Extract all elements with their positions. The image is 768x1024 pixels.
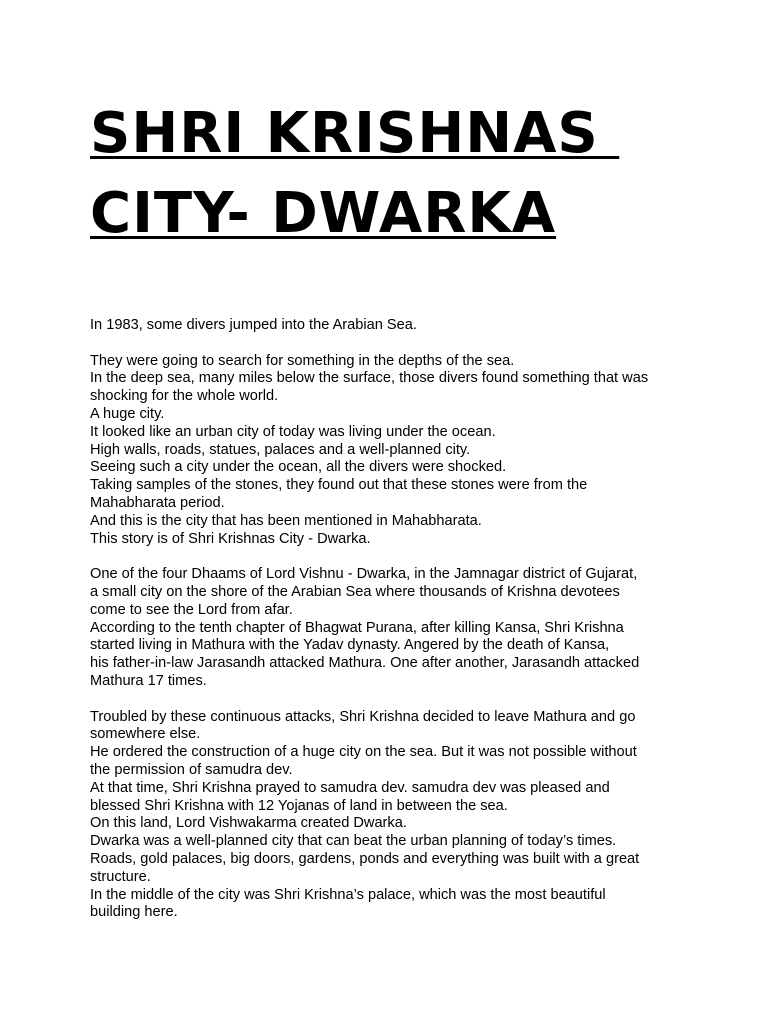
text-line: In 1983, some divers jumped into the Arabian Sea. bbox=[90, 317, 417, 333]
document-title bbox=[90, 94, 619, 254]
paragraph bbox=[90, 709, 690, 923]
text-line: Troubled by these continuous attacks, Shri Krishna decided to leave Mathura and go bbox=[90, 708, 636, 725]
text-line: Mathura 17 times. bbox=[90, 672, 207, 689]
text-line: They were going to search for something in the depths of the sea. bbox=[90, 352, 515, 369]
text-line: Taking samples of the stones, they found out that these stones were from the bbox=[90, 477, 588, 494]
paragraph-gap bbox=[90, 548, 690, 566]
text-line: High walls, roads, statues, palaces and a well-planned city. bbox=[90, 441, 471, 458]
text-line: the permission of samudra dev. bbox=[90, 761, 293, 778]
text-line: his father-in-law Jarasandh attacked Mathura. One after another, Jarasandh attacked bbox=[90, 655, 640, 672]
text-line: In the deep sea, many miles below the surface, those divers found something that was bbox=[90, 370, 649, 387]
text-line: Mahabharata period. bbox=[90, 494, 225, 511]
text-line: Seeing such a city under the ocean, all the divers were shocked. bbox=[90, 459, 507, 476]
text-line: building here. bbox=[90, 904, 178, 921]
text-line: A huge city. bbox=[90, 405, 165, 422]
paragraph-gap bbox=[90, 335, 690, 353]
paragraph bbox=[90, 353, 690, 549]
paragraph bbox=[90, 566, 690, 691]
text-line: In the middle of the city was Shri Krishna’s palace, which was the most beautiful bbox=[90, 886, 606, 903]
title-line-2: CITY- DWARKA bbox=[90, 181, 557, 246]
text-line: On this land, Lord Vishwakarma created Dwarka. bbox=[90, 815, 407, 832]
text-line: structure. bbox=[90, 868, 151, 885]
text-line: According to the tenth chapter of Bhagwat Purana, after killing Kansa, Shri Krishna bbox=[90, 619, 624, 636]
paragraph-gap bbox=[90, 691, 690, 709]
text-line: started living in Mathura with the Yadav dynasty. Angered by the death of Kansa, bbox=[90, 637, 610, 654]
text-line: And this is the city that has been mentioned in Mahabharata. bbox=[90, 512, 482, 529]
text-line: This story is of Shri Krishnas City - Dwarka. bbox=[90, 530, 371, 547]
text-line: blessed Shri Krishna with 12 Yojanas of land in between the sea. bbox=[90, 797, 508, 814]
text-line: come to see the Lord from afar. bbox=[90, 601, 293, 618]
text-line: At that time, Shri Krishna prayed to samudra dev. samudra dev was pleased and bbox=[90, 779, 610, 796]
text-line: It looked like an urban city of today was living under the ocean. bbox=[90, 423, 496, 440]
text-line: Roads, gold palaces, big doors, gardens, ponds and everything was built with a great bbox=[90, 850, 640, 867]
text-line: One of the four Dhaams of Lord Vishnu - Dwarka, in the Jamnagar district of Gujarat, bbox=[90, 566, 638, 583]
text-line: shocking for the whole world. bbox=[90, 388, 279, 405]
text-line: He ordered the construction of a huge city on the sea. But it was not possible without bbox=[90, 744, 637, 761]
paragraph bbox=[90, 317, 690, 335]
title-line-1: SHRI KRISHNAS bbox=[90, 101, 620, 166]
document-body bbox=[90, 317, 690, 922]
text-line: Dwarka was a well-planned city that can beat the urban planning of today’s times. bbox=[90, 833, 617, 850]
text-line: a small city on the shore of the Arabian Sea where thousands of Krishna devotees bbox=[90, 583, 620, 600]
text-line: somewhere else. bbox=[90, 726, 201, 743]
